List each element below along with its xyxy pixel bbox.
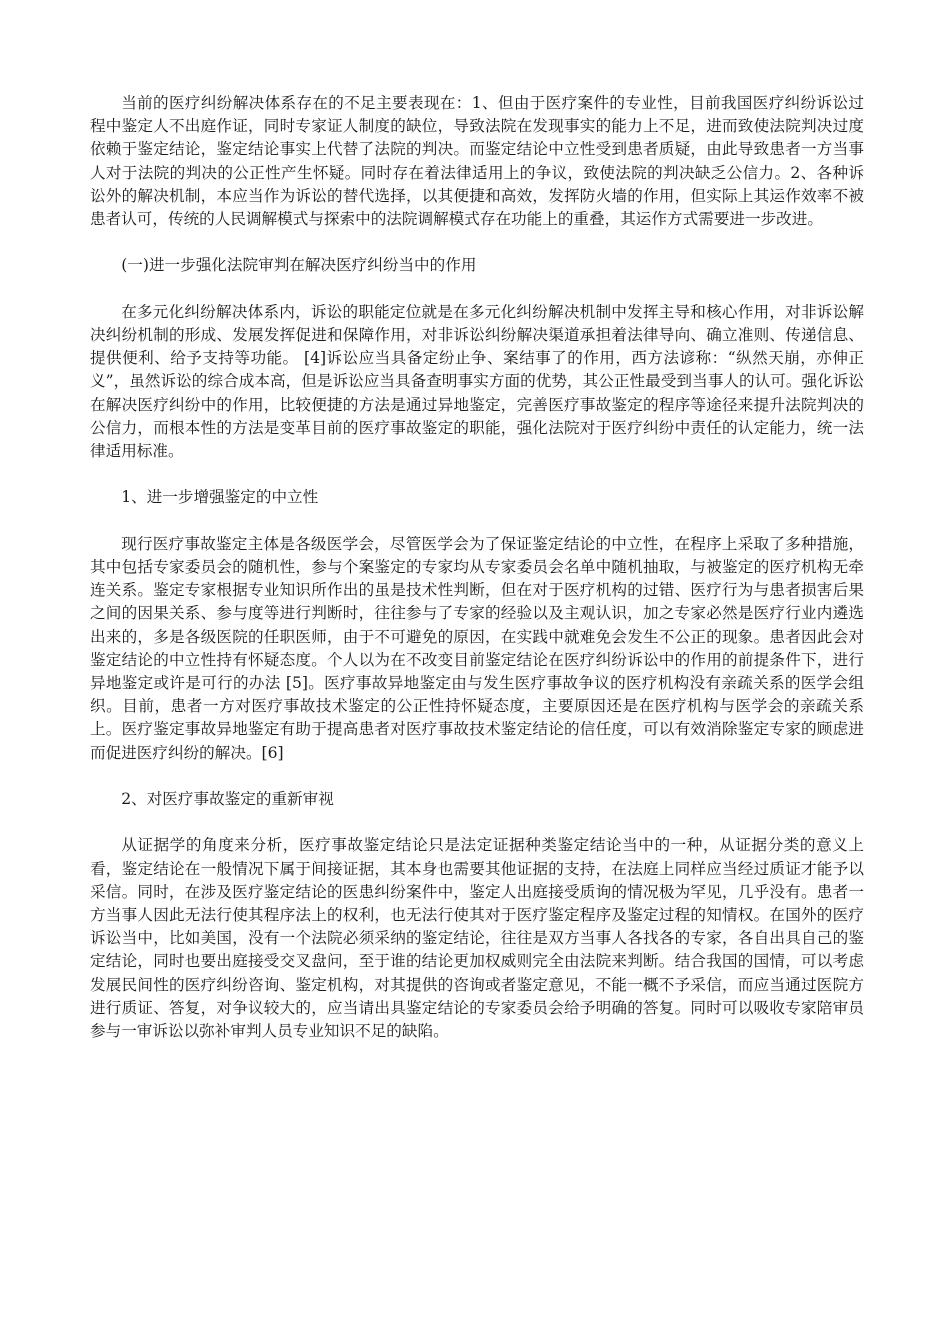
paragraph-neutrality: 现行医疗事故鉴定主体是各级医学会，尽管医学会为了保证鉴定结论的中立性，在程序上采取了多种措施，其中包括专家委员会的随机性，参与个案鉴定的专家均从专家委员会名单中随机抽取，与被鉴定的医疗机构无牵连关系。鉴定专家根据专业知识所作出的虽是技术性判断，但在对于医疗机构的过错、医疗行为与患者损害后果之间的因果关系、参与度等进行判断时，往往参与了专家的经验以及主观认识，加之专家必然是医疗行业内遴选出来的，多是各级医院的任职医师，由于不可避免的原因，在实践中就难免会发生不公正的现象。患者因此会对鉴定结论的中立性持有怀疑态度。个人以为在不改变目前鉴定结论在医疗纠纷诉讼中的作用的前提条件下，进行异地鉴定或许是可行的办法 [5]。医疗事故异地鉴定由与发生医疗事故争议的医疗机构没有亲疏关系的医学会组织。目前，患者一方对医疗事故技术鉴定的公正性持怀疑态度，主要原因还是在医疗机构与医学会的亲疏关系上。医疗鉴定事故异地鉴定有助于提高患者对医疗事故技术鉴定结论的信任度，可以有效消除鉴定专家的顾虑进而促进医疗纠纷的解决。[6] bbox=[90, 534, 864, 762]
subsection-heading-reexamine: 2、对医疗事故鉴定的重新审视 bbox=[121, 790, 334, 809]
paragraph-evidence: 从证据学的角度来分析，医疗事故鉴定结论只是法定证据种类鉴定结论当中的一种，从证据分类的意义上看，鉴定结论在一般情况下属于间接证据，其本身也需要其他证据的支持，在法庭上同样应当经过质证才能予以采信。同时，在涉及医疗鉴定结论的医患纠纷案件中，鉴定人出庭接受质询的情况极为罕见，几乎没有。患者一方当事人因此无法行使其程序法上的权利，也无法行使其对于医疗鉴定程序及鉴定过程的知情权。在国外的医疗诉讼当中，比如美国，没有一个法院必须采纳的鉴定结论，往往是双方当事人各找各的专家，各自出具自己的鉴定结论，同时也要出庭接受交叉盘问，至于谁的结论更加权威则完全由法院来判断。结合我国的国情，可以考虑发展民间性的医疗纠纷咨询、鉴定机构，对其提供的咨询或者鉴定意见，不能一概不予采信，而应当通过医院方进行质证、答复，对争议较大的，应当请出具鉴定结论的专家委员会给予明确的答复。同时可以吸收专家陪审员参与一审诉讼以弥补审判人员专业知识不足的缺陷。 bbox=[90, 836, 864, 1041]
paragraph-litigation-role: 在多元化纠纷解决体系内，诉讼的职能定位就是在多元化纠纷解决机制中发挥主导和核心作用，对非诉讼解决纠纷机制的形成、发展发挥促进和保障作用，对非诉讼纠纷解决渠道承担着法律导向、确立准则、传递信息、提供便利、给予支持等功能。 [4]诉讼应当具备定纷止争、案结事了的作用，西方法谚称：“纵然天崩，亦伸正义”，虽然诉讼的综合成本高，但是诉讼应当具备查明事实方面的优势，其公正性最受到当事人的认可。强化诉讼在解决医疗纠纷中的作用，比较便捷的方法是通过异地鉴定，完善医疗事故鉴定的程序等途径来提升法院判决的公信力，而根本性的方法是变革目前的医疗事故鉴定的职能，强化法院对于医疗纠纷中责任的认定能力，统一法律适用标准。 bbox=[90, 302, 864, 461]
subsection-heading-neutrality: 1、进一步增强鉴定的中立性 bbox=[121, 488, 319, 507]
section-heading-strengthen-court: (一)进一步强化法院审判在解决医疗纠纷当中的作用 bbox=[121, 256, 477, 275]
paragraph-deficiencies: 当前的医疗纠纷解决体系存在的不足主要表现在：1、但由于医疗案件的专业性，目前我国医疗纠纷诉讼过程中鉴定人不出庭作证，同时专家证人制度的缺位，导致法院在发现事实的能力上不足，进而致使法院判决过度依赖于鉴定结论，鉴定结论事实上代替了法院的判决。而鉴定结论中立性受到患者质疑，由此导致患者一方当事人对于法院的判决的公正性产生怀疑。同时存在着法律适用上的争议，致使法院的判决缺乏公信力。2、各种诉讼外的解决机制，本应当作为诉讼的替代选择，以其便捷和高效，发挥防火墙的作用，但实际上其运作效率不被患者认可，传统的人民调解模式与探索中的法院调解模式存在功能上的重叠，其运作方式需要进一步改进。 bbox=[90, 94, 864, 229]
document-body bbox=[90, 92, 864, 1066]
